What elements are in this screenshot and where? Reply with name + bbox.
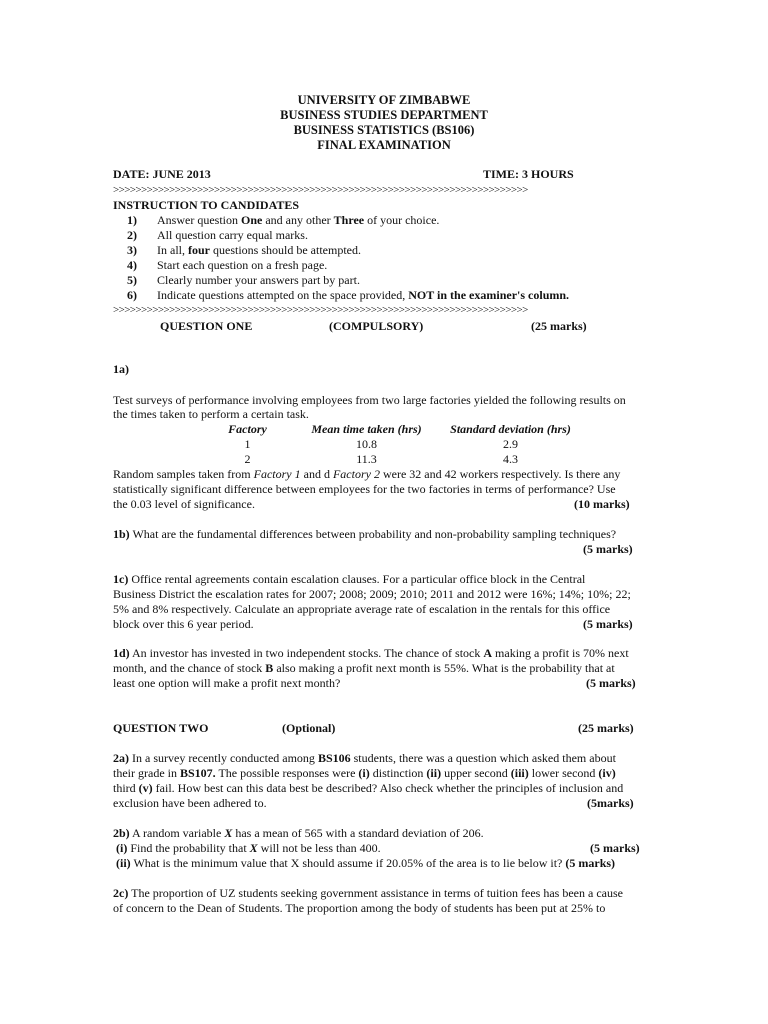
question-two-marks: (25 marks) [578,721,634,735]
instructions-title: INSTRUCTION TO CANDIDATES [113,198,300,212]
q1d-marks: (5 marks) [586,676,636,690]
question-two-tag: (Optional) [282,721,336,735]
q2b-i-line: (i) Find the probability that X will not be less than 400. [116,841,381,855]
col-header-sd: Standard deviation (hrs) [450,422,571,436]
instructions-list [127,213,569,303]
table-row [205,452,578,467]
q2a-marks: (5marks) [587,796,634,810]
instruction-item: 3) In all, four questions should be attempted. [127,243,361,257]
question-one-marks: (25 marks) [531,319,587,333]
q2b-ii-line: (ii) What is the minimum value that X should assume if 20.05% of the area is to lie below it? (5 marks) [116,856,616,870]
department-name: BUSINESS STUDIES DEPARTMENT [280,108,488,122]
q1a-body-line: the 0.03 level of significance. [113,497,255,511]
exam-type: FINAL EXAMINATION [317,138,451,152]
table-cell: 11.3 [356,452,377,466]
q2a-line: their grade in BS107. The possible responses were (i) distinction (ii) upper second (iii) lower second (iv) [113,766,616,780]
instruction-item: 5) Clearly number your answers part by part. [127,273,360,287]
q2a-line: exclusion have been adhered to. [113,796,267,810]
q2c-line: 2c) The proportion of UZ students seeking government assistance in terms of tuition fees has been a cause [113,886,623,900]
separator-line: >>>>>>>>>>>>>>>>>>>>>>>>>>>>>>>>>>>>>>>>>>>>>>>>>>>>>>>>>>>>>>>>>>>>>>>>>> [113,304,528,316]
instruction-item: 4) Start each question on a fresh page. [127,258,328,272]
table-cell: 10.8 [356,437,377,451]
q2a-line: third (v) fail. How best can this data best be described? Also check whether the principles of inclusion and [113,781,624,795]
table-header-row [205,422,578,437]
table-row [205,437,578,452]
question-one-heading: QUESTION ONE [160,319,253,333]
q1a-intro-line: Test surveys of performance involving employees from two large factories yielded the following results on [113,393,626,407]
q1c-line: Business District the escalation rates for 2007; 2008; 2009; 2010; 2011 and 2012 were 16%; 14%; 10%; 22; [113,587,631,601]
q1c-line: 5% and 8% respectively. Calculate an appropriate average rate of escalation in the rentals for this office [113,602,611,616]
instruction-item: 6) Indicate questions attempted on the space provided, NOT in the examiner's column. [127,288,570,302]
q2a-line: 2a) In a survey recently conducted among BS106 students, there was a question which asked them about [113,751,616,765]
exam-header [0,93,768,153]
university-name: UNIVERSITY OF ZIMBABWE [297,93,471,107]
q1a-body-line: Random samples taken from Factory 1 and d Factory 2 were 32 and 42 workers respectively. Is there any [113,467,621,481]
q1b-marks: (5 marks) [583,542,633,556]
table-cell: 2 [244,452,251,466]
q1d-line: least one option will make a profit next month? [113,676,341,690]
table-cell: 4.3 [503,452,518,466]
q1a-intro-line: the times taken to perform a certain task. [113,407,309,421]
q1d-line: 1d) An investor has invested in two independent stocks. The chance of stock A making a profit is 70% next [113,646,629,660]
q2b-i-marks: (5 marks) [590,841,640,855]
instruction-item: 2) All question carry equal marks. [127,228,308,242]
question-two-heading: QUESTION TWO [113,721,209,735]
question-one-tag: (COMPULSORY) [329,319,424,333]
q1c-marks: (5 marks) [583,617,633,631]
col-header-factory: Factory [228,422,267,436]
table-cell: 1 [244,437,251,451]
q1d-line: month, and the chance of stock B also making a profit next month is 55%. What is the probability that at [113,661,615,675]
exam-duration: TIME: 3 HOURS [483,167,574,181]
q1a-body-line: statistically significant difference between employees for the two factories in terms of performance? Use [113,482,616,496]
separator-line: >>>>>>>>>>>>>>>>>>>>>>>>>>>>>>>>>>>>>>>>>>>>>>>>>>>>>>>>>>>>>>>>>>>>>>>>>> [113,184,528,196]
q1a-marks: (10 marks) [574,497,630,511]
q1a-label: 1a) [113,362,129,376]
q2b-line: 2b) A random variable X has a mean of 565 with a standard deviation of 206. [113,826,484,840]
q2c-line: of concern to the Dean of Students. The proportion among the body of students has been put at 25% to [113,901,606,915]
table-cell: 2.9 [503,437,518,451]
col-header-mean: Mean time taken (hrs) [311,422,422,436]
q1b-text: 1b) What are the fundamental differences between probability and non-probability sampling techniques? [113,527,617,541]
q1c-line: block over this 6 year period. [113,617,254,631]
exam-date: DATE: JUNE 2013 [113,167,211,181]
instruction-item: 1) Answer question One and any other Three of your choice. [127,213,440,227]
factory-table [205,422,578,467]
q1c-line: 1c) Office rental agreements contain escalation clauses. For a particular office block in the Central [113,572,586,586]
course-name: BUSINESS STATISTICS (BS106) [293,123,475,137]
